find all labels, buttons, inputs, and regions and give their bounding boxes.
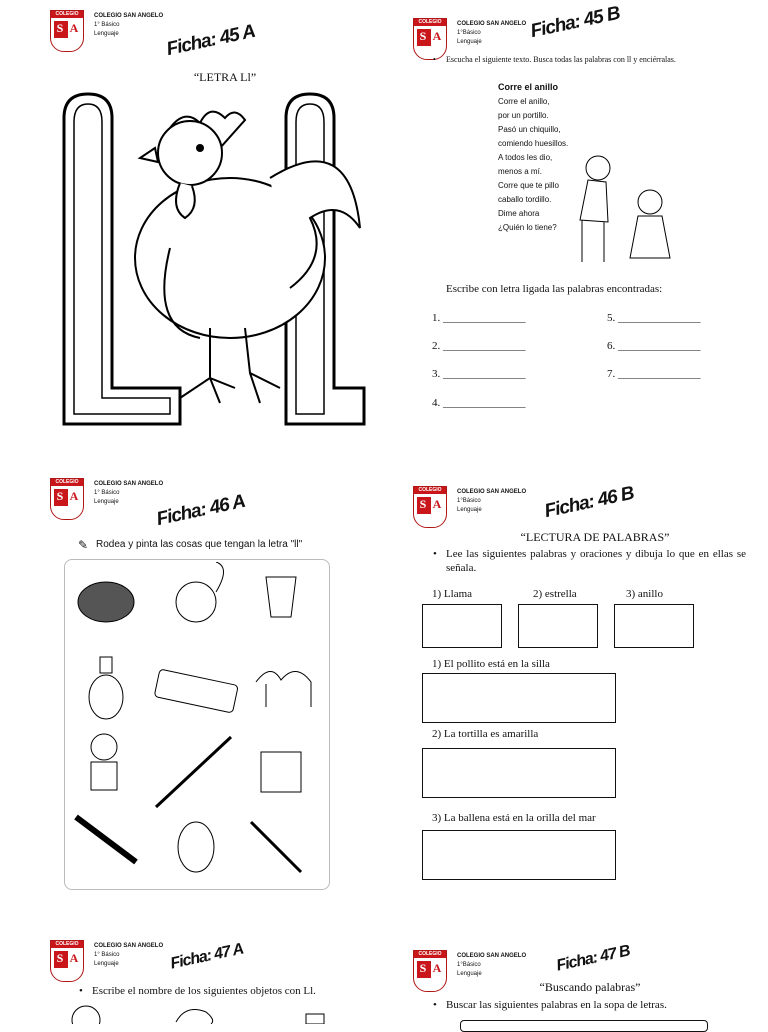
- school-logo: COLEGIO S A COLEGIO SAN ANGELO 1°Básico Lenguaje: [413, 18, 526, 60]
- school-crest-icon: COLEGIO S A: [50, 10, 84, 52]
- section-subtitle: “Buscando palabras”: [539, 980, 641, 994]
- instruction-text: • Lee las siguientes palabras y oraciones y dibuja lo que en ellas se señala.: [446, 547, 746, 575]
- school-crest-icon: COLEGIO S A: [413, 18, 447, 60]
- school-crest-icon: COLEGIO S A: [413, 486, 447, 528]
- drawing-box[interactable]: [422, 673, 616, 723]
- ficha-title-46b: Ficha: 46 B: [542, 482, 636, 523]
- school-name: COLEGIO SAN ANGELO: [94, 13, 164, 19]
- poem-block: Corre el anillo Corre el anillo, por un portillo. Pasó un chiquillo, comiendo huesillos. A todos les dio, menos a mí. Corre que te pillo caballo tordillo. Dime ahora ¿Quién lo tiene?: [498, 82, 569, 232]
- write-instruction: Escribe con letra ligada las palabras encontradas:: [446, 283, 663, 295]
- instruction-text: • Buscar las siguientes palabras en la sopa de letras.: [446, 998, 667, 1012]
- drawing-box[interactable]: [422, 830, 616, 880]
- instruction-text: • Escribe el nombre de los siguientes objetos con Ll.: [92, 984, 316, 998]
- school-logo: COLEGIO S A COLEGIO SAN ANGELO 1° Básico Lenguaje: [50, 478, 163, 520]
- school-crest-icon: COLEGIO S A: [413, 950, 447, 992]
- ficha-title-46a: Ficha: 46 A: [154, 490, 247, 531]
- ficha-title-45b: Ficha: 45 B: [528, 2, 622, 43]
- letter-ll-rooster-illustration: [60, 88, 370, 428]
- section-subtitle: “LECTURA DE PALABRAS”: [520, 530, 670, 544]
- school-crest-icon: COLEGIO S A: [50, 478, 84, 520]
- children-illustration: [568, 150, 678, 268]
- drawing-box[interactable]: [614, 604, 694, 648]
- school-logo: COLEGIO S A COLEGIO SAN ANGELO 1° Básico Lenguaje: [50, 10, 163, 52]
- school-logo: COLEGIO S A COLEGIO SAN ANGELO 1° Básico Lenguaje: [50, 940, 163, 982]
- drawing-box[interactable]: [518, 604, 598, 648]
- ficha-title-45a: Ficha: 45 A: [164, 20, 257, 61]
- drawing-box[interactable]: [422, 604, 502, 648]
- school-logo: COLEGIO S A COLEGIO SAN ANGELO 1°Básico Lenguaje: [413, 950, 526, 992]
- letter-title: “LETRA Ll”: [193, 70, 257, 84]
- drawing-box[interactable]: [422, 748, 616, 798]
- ficha-title-47b: Ficha: 47 B: [554, 942, 632, 975]
- instruction-text: Rodea y pinta las cosas que tengan la letra "ll": [96, 539, 303, 550]
- pencil-icon: ✎: [78, 538, 89, 552]
- word-search-box: [460, 1020, 708, 1032]
- objects-illustration: [66, 1002, 336, 1024]
- pictures-illustration: [66, 562, 326, 886]
- poem-title: Corre el anillo: [498, 82, 559, 92]
- school-crest-icon: COLEGIO S A: [50, 940, 84, 982]
- instruction-text: • Escucha el siguiente texto. Busca todas las palabras con ll y enciérralas.: [446, 53, 676, 67]
- ficha-title-47a: Ficha: 47 A: [168, 940, 245, 973]
- school-logo: COLEGIO S A COLEGIO SAN ANGELO 1°Básico Lenguaje: [413, 486, 526, 528]
